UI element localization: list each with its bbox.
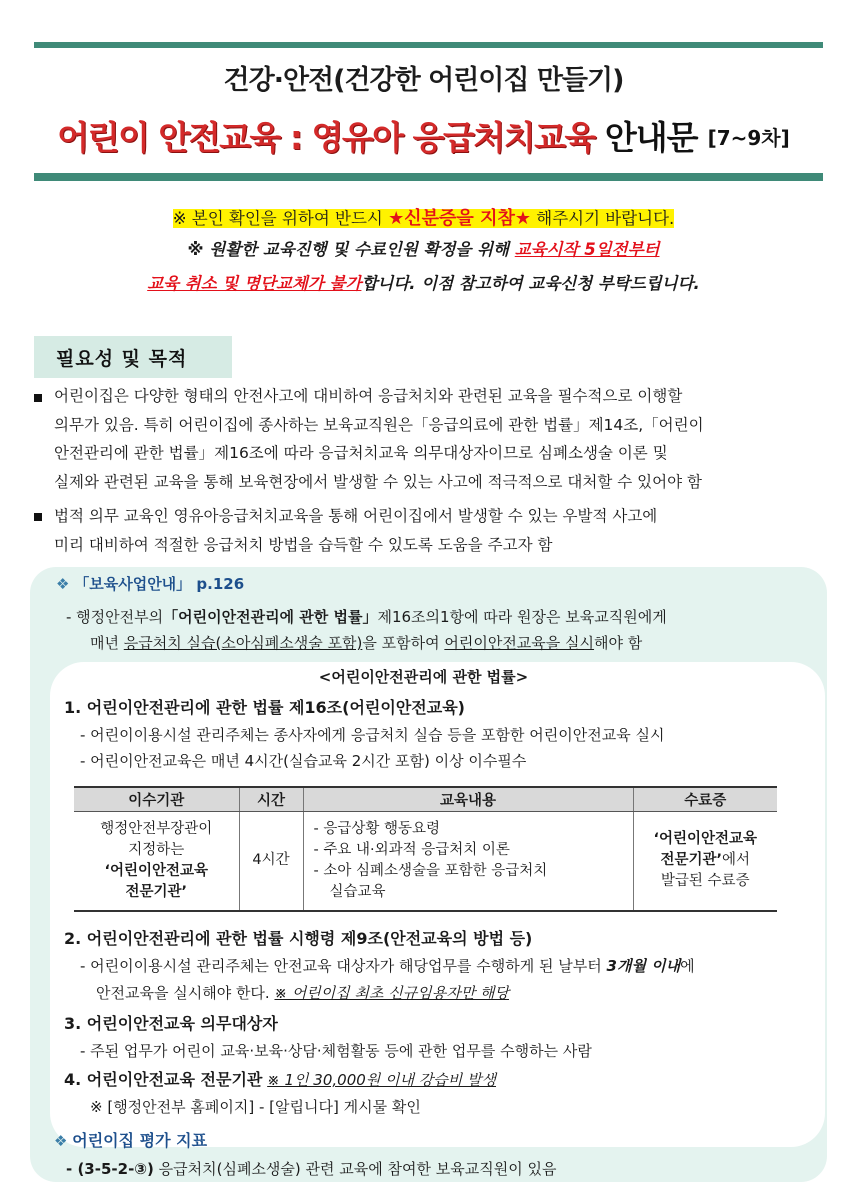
table-header: 수료증: [633, 787, 777, 811]
notice-id-card: ※ 본인 확인을 위하여 반드시 ★신분증을 지참★ 해주시기 바랍니다.: [172, 208, 675, 229]
item2-line1: - 어린이이용시설 관리주체는 안전교육 대상자가 해당업무를 수행하게 된 날부터 3개월 이내에: [80, 957, 695, 975]
diamond-icon: ❖: [54, 1132, 68, 1150]
eval-line: - (3-5-2-③) 응급처치(심폐소생술) 관련 교육에 참여한 보육교직원이 있음: [66, 1160, 557, 1178]
page-title: 건강·안전(건강한 어린이집 만들기): [223, 65, 624, 96]
page-subtitle: [0, 112, 847, 159]
ref-line-1: - 행정안전부의「어린이안전관리에 관한 법률」제16조의1항에 따라 원장은 보육교직원에게: [66, 608, 667, 626]
subtitle-black: 안내문: [604, 118, 698, 157]
law-title: <어린이안전관리에 관한 법률>: [318, 668, 529, 686]
eval-heading: ❖ 어린이집 평가 지표: [54, 1131, 208, 1150]
education-table: [74, 786, 777, 912]
hours-cell: 4시간: [239, 811, 303, 911]
purpose-bullet-2: 법적 의무 교육인 영유아응급처치교육을 통해 어린이집에서 발생할 수 있는 우발적 사고에 미리 대비하여 적절한 응급처치 방법을 습득할 수 있도록 도움을 주고자 함: [54, 507, 658, 554]
ref-heading: ❖ 「보육사업안내」 p.126: [56, 575, 245, 593]
section-heading: 필요성 및 목적: [34, 336, 232, 378]
table-header: 교육내용: [303, 787, 633, 811]
purpose-bullet-1: 어린이집은 다양한 형태의 안전사고에 대비하여 응급처치와 관련된 교육을 필수적으로 이행할 의무가 있음. 특히 어린이집에 종사하는 보육교직원은「응급의료에 관한 법률」제14조,「어린이 안전관리에 관한 법률」제16조에 따라 응급처치교육 의무대상자이므로 심폐소생술 이론 및 실제와 관련된 교육을 통해 보육현장에서 발생할 수 있는 사고에 적극적으로 대처할 수 있어야 함: [54, 387, 704, 491]
table-header: 시간: [239, 787, 303, 811]
item3-line1: - 주된 업무가 어린이 교육·보육·상담·체험활동 등에 관한 업무를 수행하는 사람: [80, 1042, 592, 1060]
id-card-highlight: ★신분증을 지참★: [388, 208, 531, 229]
table-header: 이수기관: [74, 787, 239, 811]
notice-cancel-line2: 교육 취소 및 명단교체가 불가합니다. 이점 참고하여 교육신청 부탁드립니다.: [147, 274, 700, 293]
subtitle-red: 어린이 안전교육 : 영유아 응급처치교육: [57, 118, 595, 157]
institution-cell: 행정안전부장관이 지정하는 ‘어린이안전교육 전문기관’: [74, 811, 239, 911]
diamond-icon: ❖: [56, 575, 70, 593]
item3-title: 3. 어린이안전교육 의무대상자: [64, 1014, 278, 1033]
bullet-icon: [34, 394, 42, 402]
notice-cancel-line1: ※ 원활한 교육진행 및 수료인원 확정을 위해 교육시작 5일전부터: [187, 240, 660, 259]
item2-line2: 안전교육을 실시해야 한다. ※ 어린이집 최초 신규임용자만 해당: [96, 984, 509, 1002]
item1-line1: - 어린이이용시설 관리주체는 종사자에게 응급처치 실습 등을 포함한 어린이안전교육 실시: [80, 726, 665, 744]
item2-title: 2. 어린이안전관리에 관한 법률 시행령 제9조(안전교육의 방법 등): [64, 929, 533, 948]
session-range: [7~9차]: [707, 126, 790, 150]
bottom-divider-bar: [34, 173, 823, 181]
table-row: [74, 811, 777, 911]
item4-title-row: 4. 어린이안전교육 전문기관 ※ 1인 30,000원 이내 강습비 발생: [64, 1070, 497, 1089]
item1-line2: - 어린이안전교육은 매년 4시간(실습교육 2시간 포함) 이상 이수필수: [80, 752, 527, 770]
item4-line1: ※ [행정안전부 홈페이지] - [알립니다] 게시물 확인: [90, 1098, 421, 1116]
certificate-cell: ‘어린이안전교육 전문기관’에서 발급된 수료증: [633, 811, 777, 911]
item1-title: 1. 어린이안전관리에 관한 법률 제16조(어린이안전교육): [64, 698, 465, 717]
bullet-icon: [34, 513, 42, 521]
content-cell: - 응급상황 행동요령 - 주요 내·외과적 응급처치 이론 - 소아 심폐소생술을 포함한 응급처치 실습교육: [303, 811, 633, 911]
ref-line-2: 매년 응급처치 실습(소아심폐소생술 포함)을 포함하여 어린이안전교육을 실시해야 함: [90, 634, 643, 652]
top-divider-bar: [34, 42, 823, 48]
